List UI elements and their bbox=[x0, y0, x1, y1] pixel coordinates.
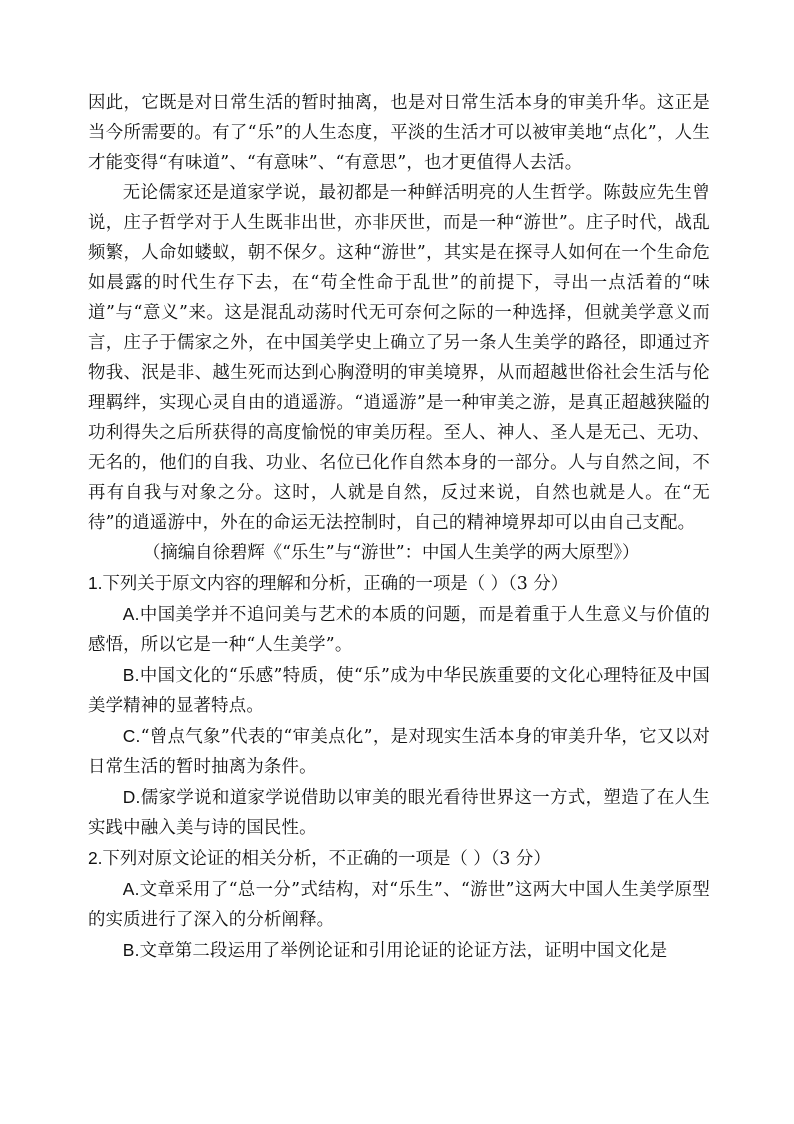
question-2-text: 下列对原文论证的相关分析，不正确的一项是（ ）（3 分） bbox=[102, 849, 551, 869]
question-2-option-a[interactable] bbox=[88, 874, 710, 935]
option-text: 儒家学说和道家学说借助以审美的眼光看待世界这一方式，塑造了在人生实践中融入美与诗的国民性。 bbox=[88, 788, 710, 838]
question-1-option-d[interactable] bbox=[88, 782, 710, 843]
option-letter: A. bbox=[122, 879, 140, 899]
question-2-number: 2. bbox=[88, 848, 103, 868]
question-2-stem bbox=[88, 843, 710, 874]
question-2-option-b[interactable] bbox=[88, 935, 710, 966]
reading-paragraph-continued: 因此，它既是对日常生活的暂时抽离，也是对日常生活本身的审美升华。这正是当今所需要的。有了“乐”的人生态度，平淡的生活才可以被审美地“点化”，人生才能变得“有味道”、“有意味”、“有意思”，也才更值得人去活。 bbox=[88, 93, 710, 173]
option-letter: B. bbox=[122, 665, 140, 685]
question-1-number: 1. bbox=[88, 573, 103, 593]
option-letter: A. bbox=[122, 604, 140, 624]
option-letter: D. bbox=[122, 787, 141, 807]
question-1-option-b[interactable] bbox=[88, 660, 710, 721]
exam-page bbox=[88, 88, 710, 966]
option-text: 文章采用了“总一分”式结构，对“乐生”、“游世”这两大中国人生美学原型的实质进行了深入的分析阐释。 bbox=[88, 880, 710, 930]
option-text: 中国美学并不追问美与艺术的本质的问题，而是着重于人生意义与价值的感悟，所以它是一种“人生美学”。 bbox=[88, 605, 710, 655]
option-letter: C. bbox=[122, 726, 141, 746]
option-letter: B. bbox=[122, 940, 140, 960]
question-1 bbox=[88, 568, 710, 843]
question-1-option-a[interactable] bbox=[88, 599, 710, 660]
question-1-stem bbox=[88, 568, 710, 599]
option-text: 中国文化的“乐感”特质，使“乐”成为中华民族重要的文化心理特征及中国美学精神的显著特点。 bbox=[88, 666, 710, 716]
question-1-text: 下列关于原文内容的理解和分析，正确的一项是（ ）（3 分） bbox=[102, 574, 569, 594]
option-text: “曾点气象”代表的“审美点化”，是对现实生活本身的审美升华，它又以对日常生活的暂时抽离为条件。 bbox=[88, 727, 710, 777]
reading-paragraph-zhuangzi: 无论儒家还是道家学说，最初都是一种鲜活明亮的人生哲学。陈鼓应先生曾说，庄子哲学对于人生既非出世，亦非厌世，而是一种“游世”。庄子时代，战乱频繁，人命如蝼蚁，朝不保夕。这种“游世”，其实是在探寻人如何在一个生命危如晨露的时代生存下去，在“苟全性命于乱世”的前提下，寻出一点活着的“味道”与“意义”来。这是混乱动荡时代无可奈何之际的一种选择，但就美学意义而言，庄子于儒家之外，在中国美学史上确立了另一条人生美学的路径，即通过齐物我、泯是非、越生死而达到心胸澄明的审美境界，从而超越世俗社会生活与伦理羁绊，实现心灵自由的逍遥游。“逍遥游”是一种审美之游，是真正超越狭隘的功利得失之后所获得的高度愉悦的审美历程。至人、神人、圣人是无己、无功、无名的，他们的自我、功业、名位已化作自然本身的一部分。人与自然之间，不再有自我与对象之分。这时，人就是自然，反过来说，自然也就是人。在“无待”的逍遥游中，外在的命运无法控制时，自己的精神境界却可以由自己支配。 bbox=[88, 183, 710, 533]
question-2 bbox=[88, 843, 710, 966]
question-1-option-c[interactable] bbox=[88, 721, 710, 782]
source-citation: （摘编自徐碧辉《“乐生”与“游世”：中国人生美学的两大原型》） bbox=[143, 543, 640, 563]
option-text: 文章第二段运用了举例论证和引用论证的论证方法，证明中国文化是 bbox=[139, 941, 668, 961]
